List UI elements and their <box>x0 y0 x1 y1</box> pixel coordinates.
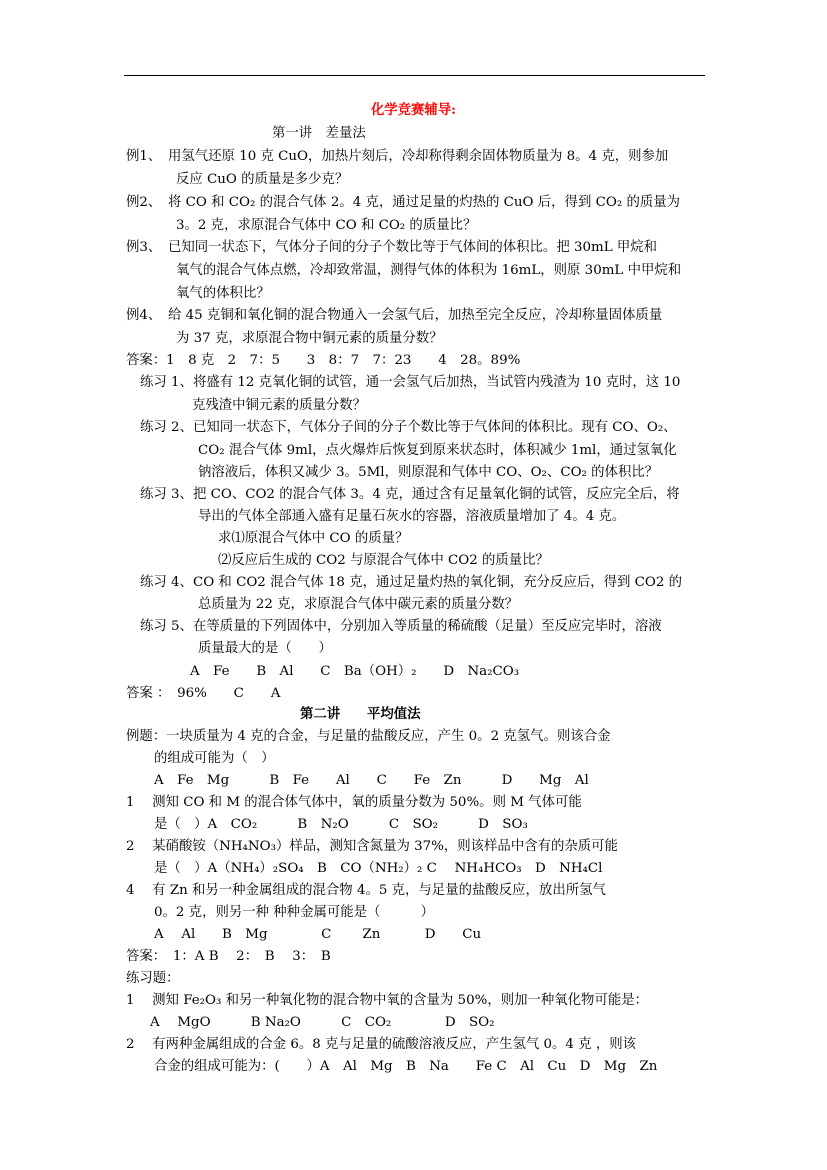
text-line: 例题：一块质量为 4 克的合金，与足量的盐酸反应，产生 0。2 克氢气。则该合金 <box>126 729 611 744</box>
text-line: 导出的气体全部通入盛有足量石灰水的容器，溶液质量增加了 4。4 克。 <box>198 509 626 524</box>
page-title: 化学竞赛辅导: <box>370 102 457 118</box>
text-line: A Fe Mg B Fe Al C Fe Zn D Mg Al <box>154 773 589 788</box>
text-line: 氧气的体积比？ <box>176 286 270 301</box>
text-line: 练习 4、CO 和 CO2 混合气体 18 克，通过足量灼热的氧化铜，充分反应后，得到 CO2 的 <box>140 575 683 590</box>
text-line: 练习 5、在等质量的下列固体中，分别加入等质量的稀硫酸（足量）至反应完毕时，溶液 <box>140 619 662 634</box>
text-line: 总质量为 22 克，求原混合气体中碳元素的质量分数？ <box>198 597 519 612</box>
text-line: 1 测知 Fe₂O₃ 和另一种氧化物的混合物中氧的含量为 50%，则加一种氧化物可能是： <box>126 993 649 1008</box>
text-line: 克残渣中铜元素的质量分数？ <box>192 398 367 413</box>
text-line: 练习题： <box>126 971 180 986</box>
text-line: 0。2 克，则另一种 种种金属可能是（ ） <box>154 905 434 920</box>
text-line: 答案：1 8 克 2 7：5 3 8：7 7：23 4 28。89% <box>126 353 521 368</box>
text-line: 例3、 已知同一状态下，气体分子间的分子个数比等于气体间的体积比。把 30mL 甲烷和 <box>126 240 658 255</box>
text-line: ⑵反应后生成的 CO2 与原混合气体中 CO2 的质量比？ <box>218 553 549 568</box>
text-line: 质量最大的是（ ） <box>198 641 332 656</box>
text-line: 例1、 用氢气还原 10 克 CuO，加热片刻后，冷却称得剩余固体物质量为 8。4 克，则参加 <box>126 149 669 164</box>
text-line: A Al B Mg C Zn D Cu <box>154 927 482 942</box>
text-line: 氧气的混合气体点燃，冷却致常温，测得气体的体积为 16mL，则原 30mL 中甲烷和 <box>176 263 682 278</box>
text-line: 例2、 将 CO 和 CO₂ 的混合气体 2。4 克，通过足量的灼热的 CuO 后，得到 CO₂ 的质量为 <box>126 195 681 210</box>
header-rule <box>124 75 705 76</box>
text-line: 练习 3、把 CO、CO2 的混合气体 3。4 克，通过含有足量氧化铜的试管，反应完全后，将 <box>140 487 680 502</box>
text-line: A Fe B Al C Ba（OH）₂ D Na₂CO₃ <box>190 664 520 679</box>
text-line: 4 有 Zn 和另一种金属组成的混合物 4。5 克，与足量的盐酸反应，放出所氢气 <box>126 883 606 898</box>
text-line: 第二讲 平均值法 <box>300 706 421 722</box>
text-line: 合金的组成可能为：( ）A Al Mg B Na Fe C Al Cu D Mg Zn <box>154 1059 658 1074</box>
text-line: 反应 CuO 的质量是多少克？ <box>176 172 349 187</box>
text-line: 为 37 克，求原混合物中铜元素的质量分数？ <box>176 331 443 346</box>
text-line: 答案 ： 96% C A <box>126 686 281 701</box>
text-line: CO₂ 混合气体 9ml，点火爆炸后恢复到原来状态时，体积减少 1ml，通过氢氧化 <box>198 443 677 458</box>
text-line: 第一讲 差量法 <box>272 126 366 141</box>
text-line: 钠溶液后，体积又减少 3。5Ml，则原混和气体中 CO、O₂、CO₂ 的体积比？ <box>198 465 659 480</box>
text-line: 3。2 克，求原混合气体中 CO 和 CO₂ 的质量比？ <box>176 218 477 233</box>
text-line: 2 某硝酸铵（NH₄NO₃）样品，测知含氮量为 37%，则该样品中含有的杂质可能 <box>126 839 618 854</box>
text-line: 例4、 给 45 克铜和氧化铜的混合物通入一会氢气后，加热至完全反应，冷却称量固体质量 <box>126 308 663 323</box>
text-line: 1 测知 CO 和 M 的混合体气体中，氧的质量分数为 50%。则 M 气体可能 <box>126 795 582 810</box>
text-line: A MgO B Na₂O C CO₂ D SO₂ <box>150 1015 495 1030</box>
text-line: 是（ ）A CO₂ B N₂O C SO₂ D SO₃ <box>154 817 528 832</box>
text-line: 2 有两种金属组成的合金 6。8 克与足量的硫酸溶液反应，产生氢气 0。4 克 ，则该 <box>126 1037 637 1052</box>
text-line: 的组成可能为（ ） <box>154 751 275 766</box>
text-line: 练习 1、将盛有 12 克氧化铜的试管，通一会氢气后加热，当试管内残渣为 10 克时，这 10 <box>140 375 681 390</box>
text-line: 是（ ）A（NH₄）₂SO₄ B CO（NH₂）₂ C NH₄HCO₃ D NH₄Cl <box>154 861 603 876</box>
text-line: 求⑴原混合气体中 CO 的质量？ <box>218 531 409 546</box>
text-line: 答案： 1：A B 2： B 3： B <box>126 949 331 964</box>
text-line: 练习 2、已知同一状态下，气体分子间的分子个数比等于气体间的体积比。现有 CO、O₂、 <box>140 420 677 435</box>
